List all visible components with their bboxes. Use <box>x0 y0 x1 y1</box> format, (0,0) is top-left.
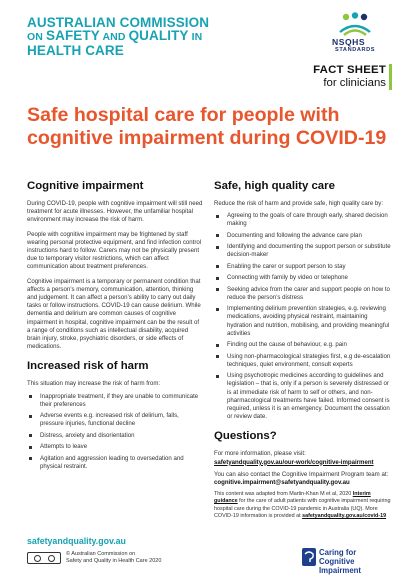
covid-19-info-link[interactable]: safetyandquality.gov.au/covid-19 <box>302 512 387 519</box>
bullet-icon <box>216 215 219 218</box>
caring-for-cognitive-impairment-logo <box>302 545 396 575</box>
list-item: Distress, anxiety and disorientation <box>27 432 203 440</box>
bullet-icon <box>29 395 32 398</box>
bullet-icon <box>216 277 219 280</box>
paragraph: During COVID-19, people with cognitive impairment will still need treatment for acute illnesses. However, the unfamiliar hospital environment may increase the risk of harm. <box>27 200 203 224</box>
list-item: Identifying and documenting the support person or substitute decision-maker <box>214 243 392 259</box>
cc-icon <box>34 555 41 562</box>
list-item: Implementing delirium prevention strategies, e.g. reviewing medications, avoiding physical restraint, maintaining hydration and nutrition, mobilising, and providing meaningful activities <box>214 305 392 338</box>
organisation-name <box>27 16 257 59</box>
bullet-icon <box>216 246 219 249</box>
brain-icon <box>302 548 316 566</box>
bullet-icon <box>29 457 32 460</box>
right-column <box>214 180 392 526</box>
page-title: Safe hospital care for people with cognitive impairment during COVID-19 <box>27 104 387 149</box>
by-icon <box>48 555 55 562</box>
bullet-icon <box>216 234 219 237</box>
left-column <box>27 180 203 475</box>
bullet-icon <box>29 446 32 449</box>
section-heading-cognitive-impairment: Cognitive impairment <box>27 180 144 192</box>
paragraph: Cognitive impairment is a temporary or permanent condition that affects a person’s memory, communication, attention, thinking and judgement. It can affect a person’s ability to carry out daily tasks or follow instructions. COVID-19 can cause delirium. While dementia and delirium are common causes of cognitive impairment in hospital, cognitive impairment can be the result of a range of conditions such as intellectual disability, acquired brain injury, stroke, psychiatric disorders, or side effects of medications. <box>27 277 201 351</box>
list-item: Using psychotropic medicines according to guidelines and legislation – that is, only if a person is severely distressed or is at immediate risk of harm to self or others, and non-pharmacological treatments have failed. Informed consent is required, unless it is an emergency. Document the cessation or review date. <box>214 372 392 421</box>
paragraph: This situation may increase the risk of harm from: <box>27 380 161 388</box>
caring-logo-text: Caring for Cognitive Impairment <box>319 548 362 575</box>
section-heading-increased-risk: Increased risk of harm <box>27 360 149 373</box>
list-item: Agitation and aggression leading to oversedation and physical restraint. <box>27 455 203 471</box>
interim-guidance-link[interactable]: Interim guidance <box>214 491 371 505</box>
fact-sheet-accent-bar <box>389 64 392 90</box>
risk-list <box>27 393 203 471</box>
creative-commons-badge <box>27 552 61 564</box>
bullet-icon <box>29 415 32 418</box>
list-item: Documenting and following the advance care plan <box>214 232 392 240</box>
paragraph: People with cognitive impairment may be frightened by staff wearing personal protective equipment, and find infection control instructions hard to follow. Carers may not be physically present due to temporary visitor restrictions, which can affect communication about treatment preferences. <box>27 230 202 271</box>
list-item: Seeking advice from the carer and support people on how to reduce the person’s distress <box>214 286 392 302</box>
bullet-icon <box>216 344 219 347</box>
fact-sheet-title: FACT SHEET <box>313 64 386 76</box>
org-name-line1: AUSTRALIAN COMMISSION <box>27 15 210 30</box>
section-heading-questions: Questions? <box>214 430 277 443</box>
list-item: Attempts to leave <box>27 443 203 451</box>
paragraph: For more information, please visit: safetyandquality.gov.au/our-work/cognitive-impairment <box>214 450 374 466</box>
footer-website-link[interactable]: safetyandquality.gov.au <box>27 536 126 546</box>
copyright-notice: © Australian Commission on Safety and Quality in Health Care 2020 <box>66 551 162 564</box>
bullet-icon <box>216 355 219 358</box>
bullet-icon <box>216 265 219 268</box>
org-name-line2: ON SAFETY AND QUALITY IN HEALTH CARE <box>27 28 203 58</box>
bullet-icon <box>216 375 219 378</box>
paragraph: You can also contact the Cognitive Impairment Program team at: cognitive.impairment@safetyandquality.gov.au <box>214 470 389 486</box>
list-item: Inappropriate treatment, if they are unable to communicate their preferences <box>27 393 203 409</box>
paragraph: Reduce the risk of harm and provide safe, high quality care by: <box>214 200 384 207</box>
nsqhs-label: NSQHS <box>332 37 366 47</box>
list-item: Enabling the carer or support person to stay <box>214 263 392 271</box>
cognitive-impairment-link[interactable]: safetyandquality.gov.au/our-work/cognitive-impairment <box>214 458 374 466</box>
nsqhs-logo-icon <box>322 12 388 38</box>
fact-sheet-tag <box>313 64 386 90</box>
list-item: Finding out the cause of behaviour, e.g. pain <box>214 341 392 349</box>
contact-email-link[interactable]: cognitive.impairment@safetyandquality.gov.au <box>214 478 350 486</box>
list-item: Using non-pharmacological strategies first, e.g de-escalation techniques, quiet environment, consult experts <box>214 353 392 369</box>
section-heading-safe-care: Safe, high quality care <box>214 180 335 192</box>
bullet-icon <box>216 308 219 311</box>
list-item: Connecting with family by video or telephone <box>214 274 392 282</box>
bullet-icon <box>29 434 32 437</box>
nsqhs-standards-logo <box>322 12 388 56</box>
source-note: This content was adapted from Martin-Khan M et al, 2020 Interim guidance for the care of adult patients with cognitive impairment requiring hospital care during the COVID-19 pandemic in Australia (UQ). More COVID-19 information is provided at safetyandquality.gov.au/covid-19 <box>214 491 391 519</box>
fact-sheet-audience: for clinicians <box>323 77 386 89</box>
care-list <box>214 212 392 421</box>
list-item: Adverse events e.g. increased risk of delirium, falls, pressure injuries, functional decline <box>27 412 203 428</box>
list-item: Agreeing to the goals of care through early, shared decision making <box>214 212 392 228</box>
bullet-icon <box>216 288 219 291</box>
nsqhs-sublabel: STANDARDS <box>335 47 376 53</box>
